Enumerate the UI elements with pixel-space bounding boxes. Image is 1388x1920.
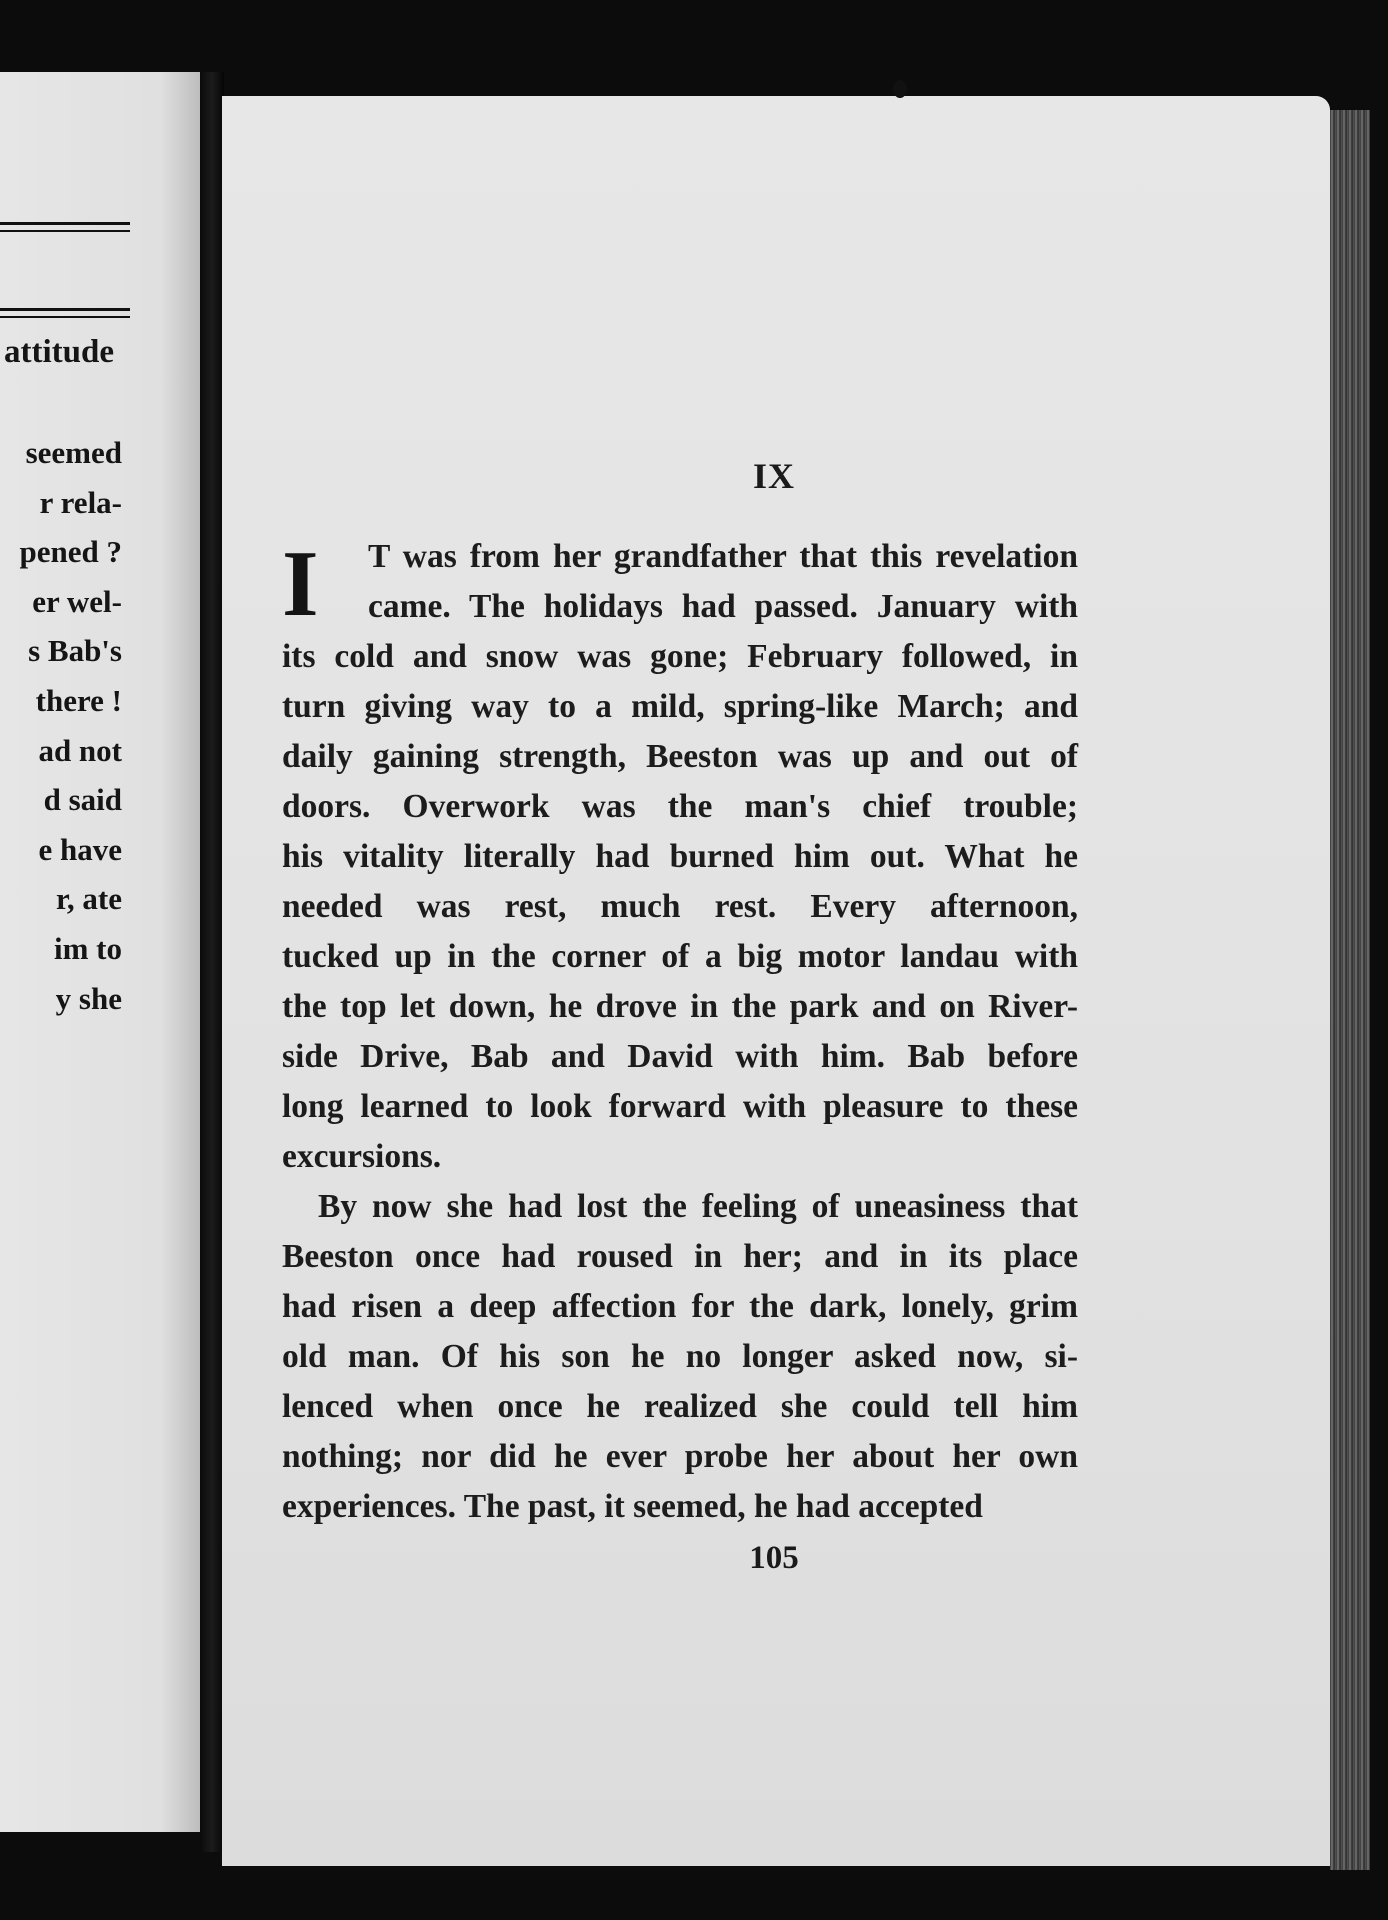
header-rule: [0, 316, 130, 318]
text-line: excursions.: [282, 1138, 442, 1175]
text-line: needed was rest, much rest. Every afternoon,: [282, 888, 1078, 925]
left-page-line: ad not: [38, 732, 122, 768]
text-line: Beeston once had roused in her; and in its place: [282, 1238, 1078, 1275]
text-line: tucked up in the corner of a big motor landau with: [282, 938, 1078, 975]
drop-cap: I: [282, 532, 319, 636]
left-page-line: r, ate: [56, 881, 122, 917]
left-facing-page: [0, 72, 200, 1832]
text-line: old man. Of his son he no longer asked now, si-: [282, 1338, 1078, 1375]
header-rule: [0, 308, 130, 311]
left-page-line: there !: [35, 683, 122, 718]
left-page-line: d said: [43, 782, 122, 818]
chapter-number: IX: [752, 456, 795, 496]
left-page-line: s Bab's: [28, 633, 122, 669]
text-line: side Drive, Bab and David with him. Bab before: [282, 1038, 1078, 1075]
text-line: turn giving way to a mild, spring-like March; and: [282, 688, 1078, 725]
left-page-line: im to: [53, 931, 122, 966]
left-page-line: e have: [38, 831, 122, 867]
chapter-body-text: [282, 532, 1078, 1532]
text-line: its cold and snow was gone; February followed, in: [282, 638, 1078, 675]
book-gutter: [200, 72, 224, 1852]
left-page-line: r rela-: [39, 484, 122, 520]
left-page-line: er wel-: [32, 583, 122, 619]
text-line: daily gaining strength, Beeston was up and out of: [282, 738, 1078, 775]
page-number: 105: [749, 1540, 799, 1576]
text-line: doors. Overwork was the man's chief trouble;: [282, 788, 1078, 825]
text-line: the top let down, he drove in the park and on River-: [282, 988, 1078, 1025]
ink-speck: [893, 80, 907, 98]
header-rule: [0, 230, 130, 232]
left-page-line: y she: [55, 980, 122, 1016]
header-rule: [0, 222, 130, 225]
text-line: had risen a deep affection for the dark, lonely, grim: [282, 1288, 1078, 1325]
text-line: By now she had lost the feeling of uneasiness that: [318, 1188, 1078, 1225]
text-line: his vitality literally had burned him out. What he: [282, 838, 1078, 875]
left-page-line: pened ?: [19, 534, 122, 570]
text-line: T was from her grandfather that this revelation: [368, 538, 1078, 575]
text-line: experiences. The past, it seemed, he had accepted: [282, 1488, 983, 1525]
left-page-header-fragment: attitude: [4, 334, 114, 370]
text-line: nothing; nor did he ever probe her about her own: [282, 1438, 1078, 1475]
text-line: long learned to look forward with pleasure to these: [282, 1088, 1078, 1125]
text-line: lenced when once he realized she could tell him: [282, 1388, 1078, 1425]
left-page-line: seemed: [25, 435, 122, 470]
page-edges: [1330, 110, 1370, 1870]
text-line: came. The holidays had passed. January with: [368, 588, 1078, 625]
